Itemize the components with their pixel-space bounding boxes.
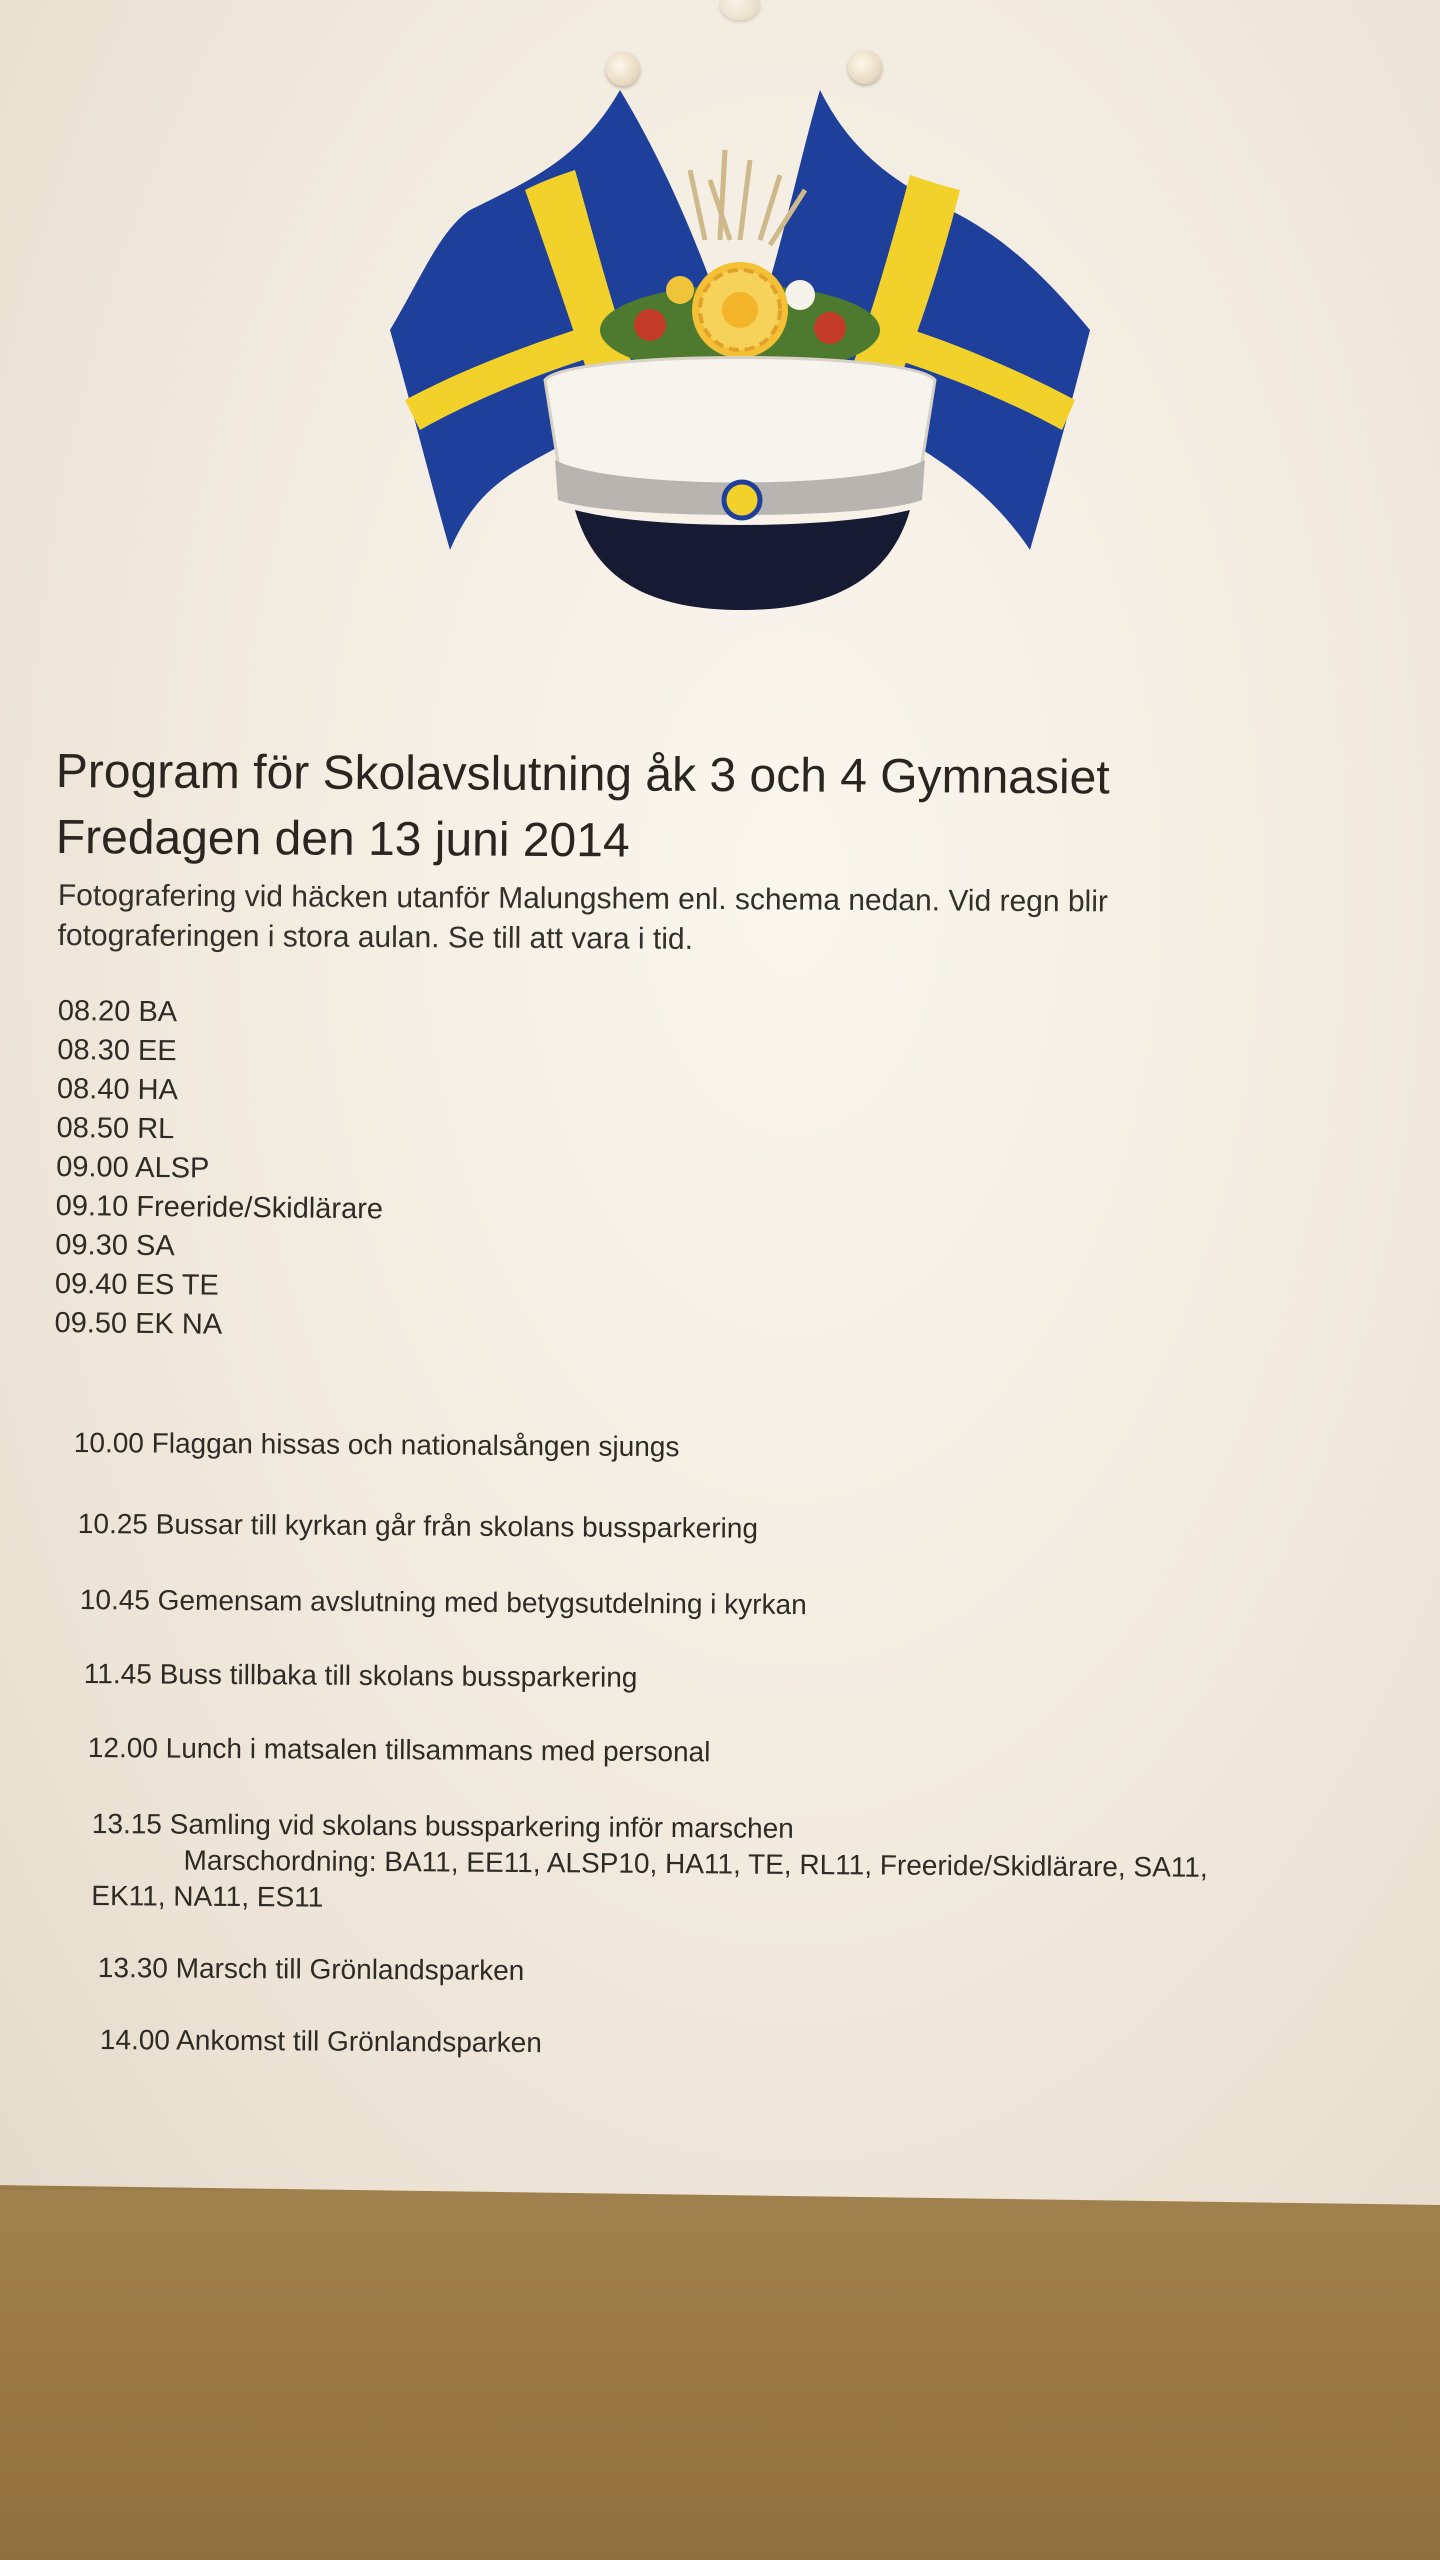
event-text: 13.15 Samling vid skolans bussparkering inför marschen [91, 1808, 794, 1844]
intro-line: Fotografering vid häcken utanför Malungshem enl. schema nedan. Vid regn blir [57, 878, 1109, 919]
event-item: 14.00 Ankomst till Grönlandsparken [99, 2024, 543, 2059]
photo-slot: 08.50 RL [56, 1111, 175, 1146]
wall-background [0, 2190, 1440, 2560]
intro-line: fotograferingen i stora aulan. Se till att vara i tid. [57, 918, 694, 956]
photo-slot: 09.30 SA [55, 1228, 175, 1263]
photo-schedule [54, 992, 385, 1346]
photo-slot: 09.40 ES TE [54, 1267, 220, 1302]
intro-text [58, 876, 1358, 964]
photo-slot: 08.20 BA [57, 994, 178, 1029]
photo-slot: 09.00 ALSP [55, 1150, 210, 1185]
photo-slot: 08.30 EE [57, 1033, 177, 1068]
event-item: 11.45 Buss tillbaka till skolans bussparkering [83, 1658, 638, 1693]
event-item: 12.00 Lunch i matsalen tillsammans med personal [87, 1732, 711, 1768]
photo-slot: 08.40 HA [56, 1072, 179, 1107]
march-order-line: EK11, NA11, ES11 [91, 1879, 324, 1913]
event-item: 10.25 Bussar till kyrkan går från skolans bussparkering [77, 1508, 759, 1544]
event-item [91, 1806, 1208, 1922]
page-title: Program för Skolavslutning åk 3 och 4 Gymnasiet [55, 744, 1110, 805]
event-item: 10.00 Flaggan hissas och nationalsången sjungs [73, 1427, 680, 1463]
photo-slot: 09.50 EK NA [54, 1306, 223, 1341]
page-date: Fredagen den 13 juni 2014 [55, 810, 630, 868]
event-item: 13.30 Marsch till Grönlandsparken [97, 1952, 525, 1986]
march-order-line: Marschordning: BA11, EE11, ALSP10, HA11, TE, RL11, Freeride/Skidlärare, SA11, [183, 1844, 1208, 1883]
photo-slot: 09.10 Freeride/Skidlärare [55, 1189, 384, 1226]
event-item: 10.45 Gemensam avslutning med betygsutdelning i kyrkan [79, 1584, 807, 1621]
